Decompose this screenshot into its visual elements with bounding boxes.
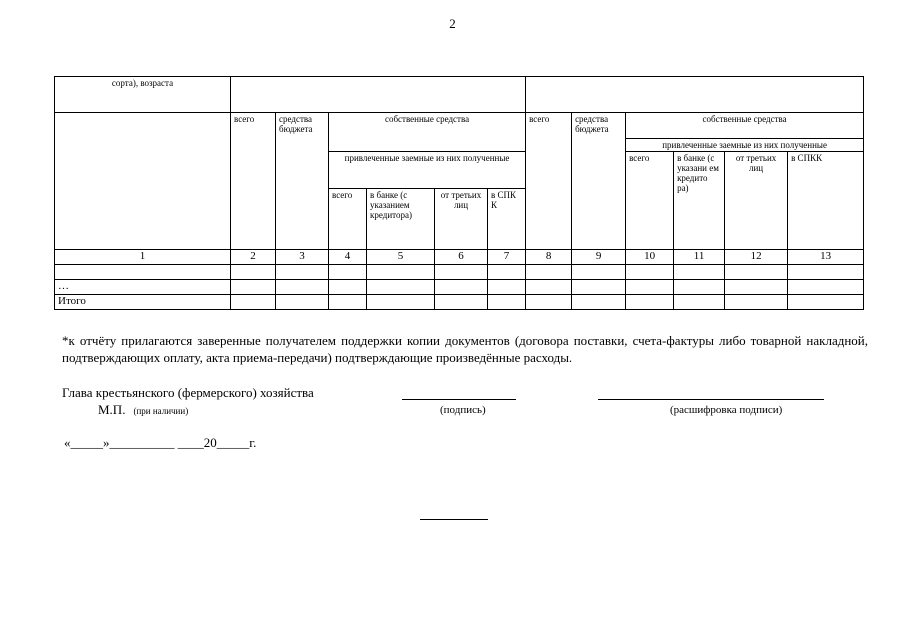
stamp-label <box>98 402 188 418</box>
header-cell-right-total: всего <box>526 113 572 250</box>
decoding-line <box>598 399 824 400</box>
column-number: 11 <box>674 250 725 265</box>
column-number: 3 <box>276 250 329 265</box>
table-cell <box>788 295 864 310</box>
column-number: 12 <box>725 250 788 265</box>
table-cell <box>231 280 276 295</box>
header-cell-right-sub-bank: в банке (с указани ем кредито ра) <box>674 152 725 250</box>
row-label: … <box>55 280 231 295</box>
header-cell-left-sub-total: всего <box>329 189 367 250</box>
table-cell <box>367 295 435 310</box>
column-number: 4 <box>329 250 367 265</box>
header-cell-right-sub-spkk: в СПКК <box>788 152 864 250</box>
table-cell <box>572 280 626 295</box>
head-of-farm-label: Глава крестьянского (фермерского) хозяйства <box>62 385 314 400</box>
table-cell <box>276 295 329 310</box>
table-cell <box>526 295 572 310</box>
header-cell-variety-age: сорта), возраста <box>55 77 231 113</box>
table-cell <box>435 295 488 310</box>
table-cell <box>367 265 435 280</box>
signature-line <box>402 399 516 400</box>
header-cell-blank <box>55 113 231 250</box>
header-cell-right-budget: средства бюджета <box>572 113 626 250</box>
table-cell <box>231 265 276 280</box>
table-row <box>55 265 864 280</box>
header-cell-left-own: собственные средства <box>329 113 526 152</box>
table-cell <box>788 265 864 280</box>
table-cell <box>572 295 626 310</box>
table-row <box>55 280 864 295</box>
stamp-text: М.П. <box>98 402 126 417</box>
bottom-separator-line <box>420 519 488 520</box>
table-cell <box>674 280 725 295</box>
table-row-total <box>55 295 864 310</box>
table-cell <box>674 295 725 310</box>
table-cell <box>329 265 367 280</box>
table-cell <box>788 280 864 295</box>
table-cell <box>626 265 674 280</box>
header-cell-left-budget: средства бюджета <box>276 113 329 250</box>
table-cell <box>231 295 276 310</box>
header-cell-left-sub-third: от третьих лиц <box>435 189 488 250</box>
table-cell <box>626 295 674 310</box>
table-cell <box>367 280 435 295</box>
header-cell-right-own-borrowed <box>626 113 864 152</box>
table-cell <box>526 280 572 295</box>
decoding-caption: (расшифровка подписи) <box>670 404 783 416</box>
signature-caption: (подпись) <box>440 404 486 416</box>
column-number: 7 <box>488 250 526 265</box>
column-number: 13 <box>788 250 864 265</box>
header-cell-right-sub-total: всего <box>626 152 674 250</box>
header-cell-left-total: всего <box>231 113 276 250</box>
table-cell <box>488 295 526 310</box>
header-cell-right-group <box>526 77 864 113</box>
page-number: 2 <box>449 16 456 31</box>
column-number: 9 <box>572 250 626 265</box>
stamp-note: (при наличии) <box>133 406 189 416</box>
expense-report-table <box>54 76 864 310</box>
header-cell-right-borrowed: привлеченные заемные из них полученные <box>662 140 827 150</box>
column-number: 2 <box>231 250 276 265</box>
table-cell <box>674 265 725 280</box>
table-cell <box>725 265 788 280</box>
column-number: 10 <box>626 250 674 265</box>
table-cell <box>488 265 526 280</box>
footnote: *к отчёту прилагаются заверенные получателем поддержки копии документов (договора поставки, счета-фактуры либо товарной накладной, подтверждающих оплату, акта приема-передачи) подтверждающие произведённые расходы. <box>62 333 868 365</box>
table-cell <box>329 280 367 295</box>
table-cell <box>435 280 488 295</box>
table-cell <box>725 280 788 295</box>
table-cell <box>329 295 367 310</box>
column-number: 1 <box>55 250 231 265</box>
header-cell-left-sub-spkk: в СПК К <box>488 189 526 250</box>
header-cell-right-own: собственные средства <box>626 113 863 139</box>
row-label-total: Итого <box>55 295 231 310</box>
header-cell-left-sub-bank: в банке (с указанием кредитора) <box>367 189 435 250</box>
column-number: 8 <box>526 250 572 265</box>
header-cell-left-group <box>231 77 526 113</box>
date-line: «_____»__________ ____20_____г. <box>64 435 257 450</box>
table-cell <box>572 265 626 280</box>
column-number-row <box>55 250 864 265</box>
table-cell <box>526 265 572 280</box>
header-cell-right-sub-third: от третьих лиц <box>725 152 788 250</box>
table-cell <box>276 280 329 295</box>
row-label <box>55 265 231 280</box>
header-cell-left-borrowed: привлеченные заемные из них полученные <box>329 152 526 189</box>
table-cell <box>276 265 329 280</box>
table-header-row <box>55 77 864 113</box>
table-cell <box>435 265 488 280</box>
column-number: 6 <box>435 250 488 265</box>
table-cell <box>626 280 674 295</box>
table-header-row <box>55 113 864 152</box>
table-cell <box>488 280 526 295</box>
table-cell <box>725 295 788 310</box>
column-number: 5 <box>367 250 435 265</box>
